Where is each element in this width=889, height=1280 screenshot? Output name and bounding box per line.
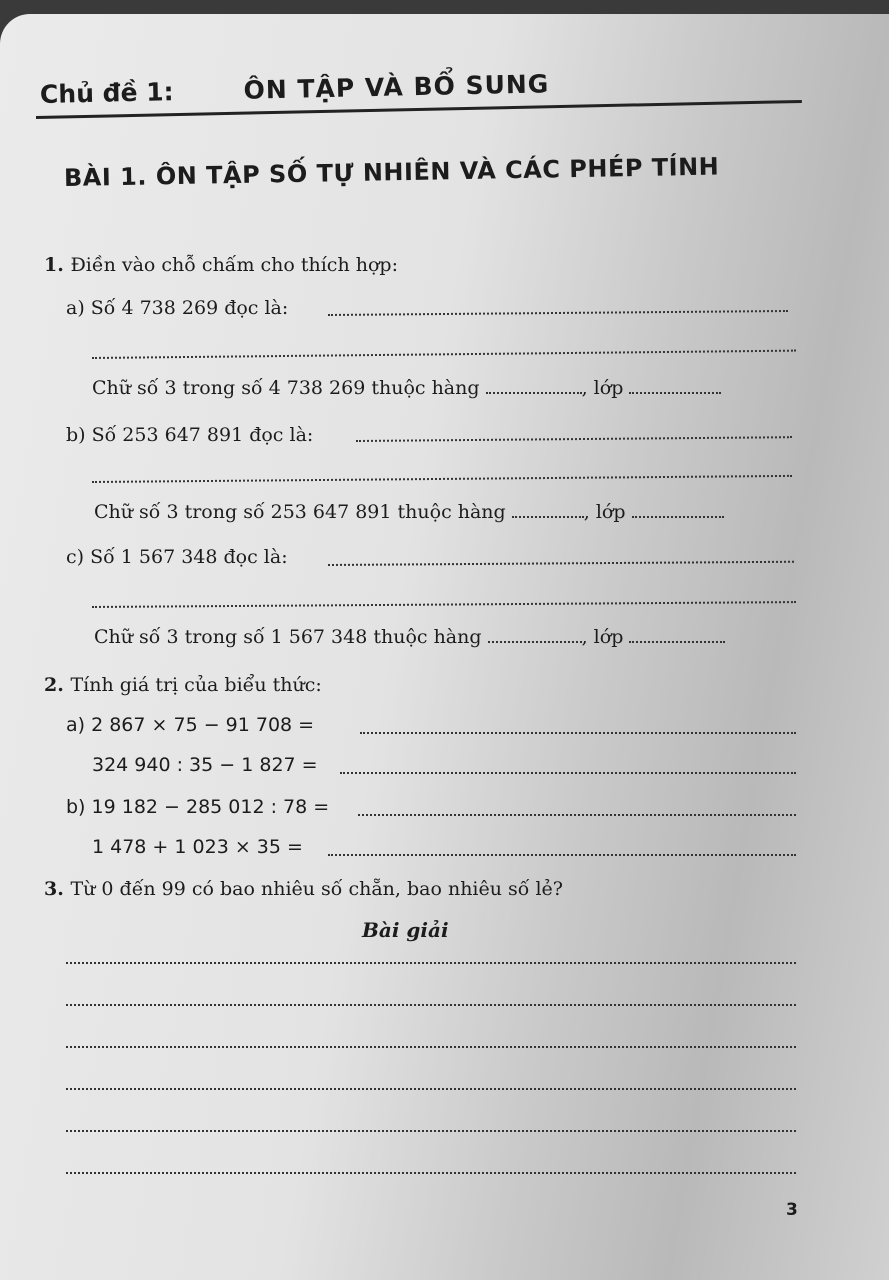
q2a-expression-2: 324 940 : 35 − 1 827 = [92,754,318,776]
question-2-number: 2. [44,674,64,696]
page-number: 3 [786,1200,798,1220]
q2a-answer-line-2[interactable] [340,772,796,774]
q1c-digit-row [94,626,725,648]
workbook-page [0,14,889,1280]
q1b-answer-line-2[interactable] [92,475,792,483]
q1c-class-label: , lớp [581,626,624,648]
q1c-read-label: c) Số 1 567 348 đọc là: [66,546,288,568]
q2a-answer-line-1[interactable] [360,732,796,734]
question-3-number: 3. [44,878,64,900]
question-3 [44,878,563,900]
q1a-digit-label: Chữ số 3 trong số 4 738 269 thuộc hàng [92,377,480,399]
q1a-answer-line-2[interactable] [92,350,796,359]
question-2-text: Tính giá trị của biểu thức: [70,674,322,696]
q2b-expression-2: 1 478 + 1 023 × 35 = [92,836,303,858]
q1c-answer-line-2[interactable] [92,601,796,608]
q1c-place-blank[interactable] [488,637,582,643]
q2b-answer-line-1[interactable] [358,814,796,816]
solution-line-5[interactable] [66,1130,796,1132]
solution-line-1[interactable] [66,962,796,964]
solution-line-2[interactable] [66,1004,796,1006]
solution-line-3[interactable] [66,1046,796,1048]
q2b-expression-1: b) 19 182 − 285 012 : 78 = [66,796,330,818]
solution-line-4[interactable] [66,1088,796,1090]
solution-line-6[interactable] [66,1172,796,1174]
q1a-answer-line-1[interactable] [328,310,788,316]
topic-title: ÔN TẬP VÀ BỔ SUNG [243,69,550,105]
topic-heading [40,69,550,109]
lesson-title: BÀI 1. ÔN TẬP SỐ TỰ NHIÊN VÀ CÁC PHÉP TÍNH [63,152,720,192]
q1b-digit-row [94,501,724,523]
q1a-class-blank[interactable] [629,388,721,394]
q1a-digit-row [92,377,721,399]
q1a-read-label: a) Số 4 738 269 đọc là: [66,297,289,319]
q1b-answer-line-1[interactable] [356,436,792,442]
q1b-read-label: b) Số 253 647 891 đọc là: [66,424,314,446]
q2a-expression-1: a) 2 867 × 75 − 91 708 = [66,714,315,736]
solution-title: Bài giải [362,918,449,942]
topic-label: Chủ đề 1: [39,77,174,109]
q1c-answer-line-1[interactable] [328,561,794,566]
question-1-text: Điền vào chỗ chấm cho thích hợp: [70,254,398,276]
q1b-digit-label: Chữ số 3 trong số 253 647 891 thuộc hàng [94,501,506,523]
question-2 [44,674,322,696]
q1a-class-label: , lớp [581,377,624,399]
q1c-class-blank[interactable] [629,637,725,643]
q2b-answer-line-2[interactable] [328,854,796,856]
q1b-class-blank[interactable] [632,512,724,518]
q1b-class-label: , lớp [583,501,626,523]
q1c-digit-label: Chữ số 3 trong số 1 567 348 thuộc hàng [94,626,482,648]
question-1-number: 1. [44,254,64,276]
question-1 [44,254,398,276]
question-3-text: Từ 0 đến 99 có bao nhiêu số chẵn, bao nhiêu số lẻ? [70,878,563,900]
q1b-place-blank[interactable] [512,512,584,518]
q1a-place-blank[interactable] [486,388,582,394]
